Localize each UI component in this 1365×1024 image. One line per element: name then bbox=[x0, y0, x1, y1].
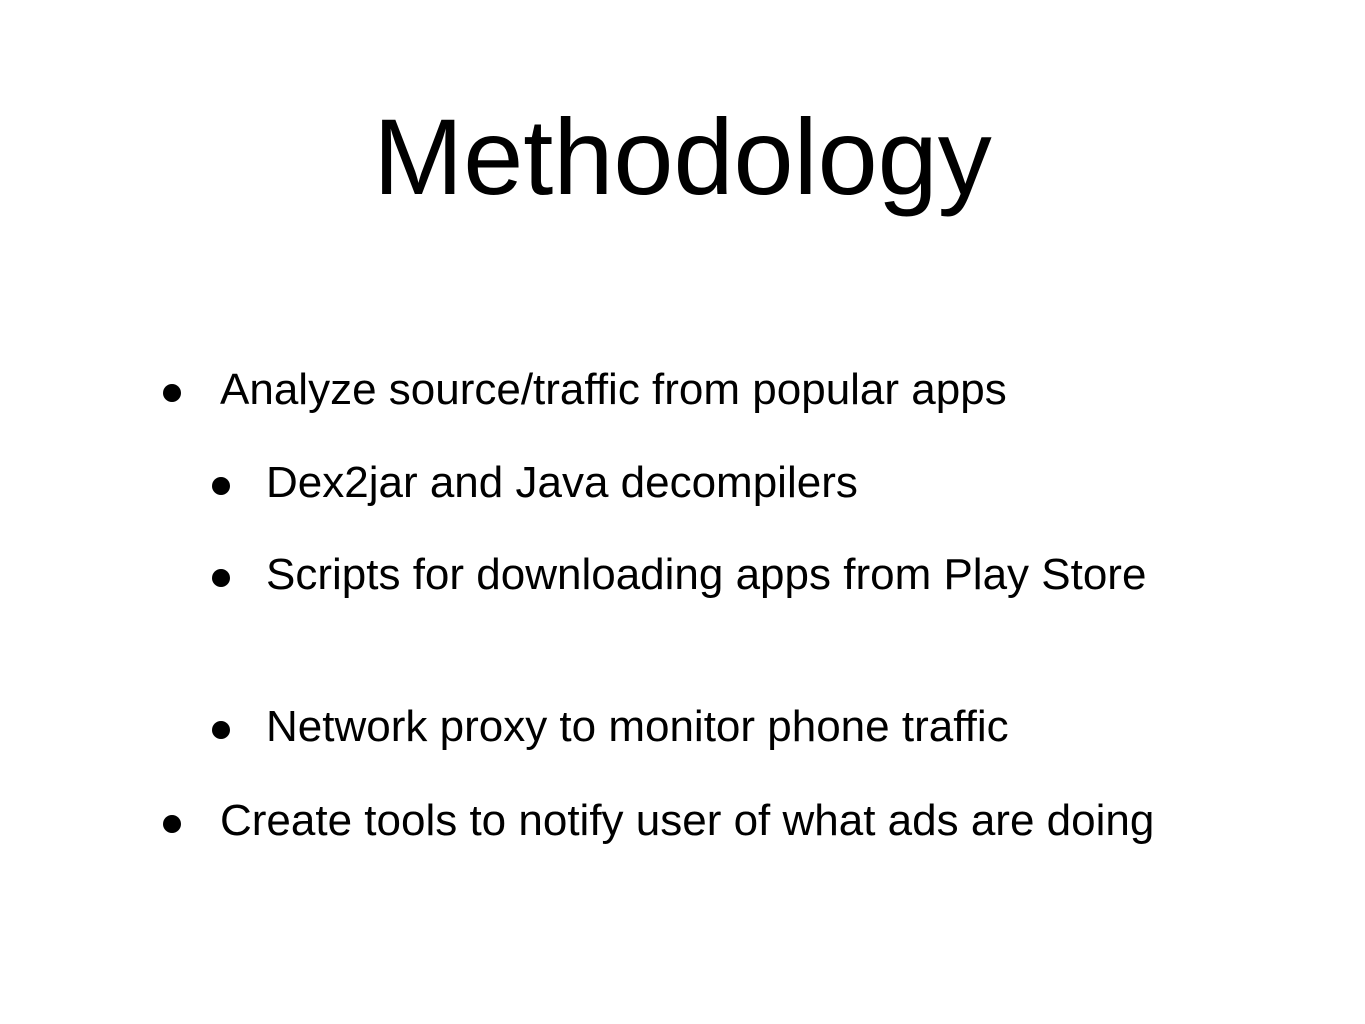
bullet-dot-icon bbox=[163, 815, 181, 833]
sub-bullet-text: Dex2jar and Java decompilers bbox=[266, 458, 858, 507]
bullet-dot-icon bbox=[163, 384, 181, 402]
sub-bullet-item bbox=[212, 545, 1162, 665]
bullet-dot-icon bbox=[212, 477, 230, 495]
bullet-dot-icon bbox=[212, 569, 230, 587]
sub-bullet-item bbox=[212, 453, 1162, 513]
bullet-item bbox=[163, 360, 1163, 420]
sub-bullet-text: Scripts for downloading apps from Play Store bbox=[266, 550, 1147, 599]
slide-title: Methodology bbox=[373, 96, 992, 217]
bullet-item bbox=[163, 791, 1183, 911]
bullet-text: Analyze source/traffic from popular apps bbox=[220, 365, 1007, 414]
bullet-dot-icon bbox=[212, 721, 230, 739]
sub-bullet-text: Network proxy to monitor phone traffic bbox=[266, 702, 1009, 751]
sub-bullet-item bbox=[212, 697, 1162, 757]
bullet-text: Create tools to notify user of what ads are doing bbox=[220, 796, 1155, 845]
